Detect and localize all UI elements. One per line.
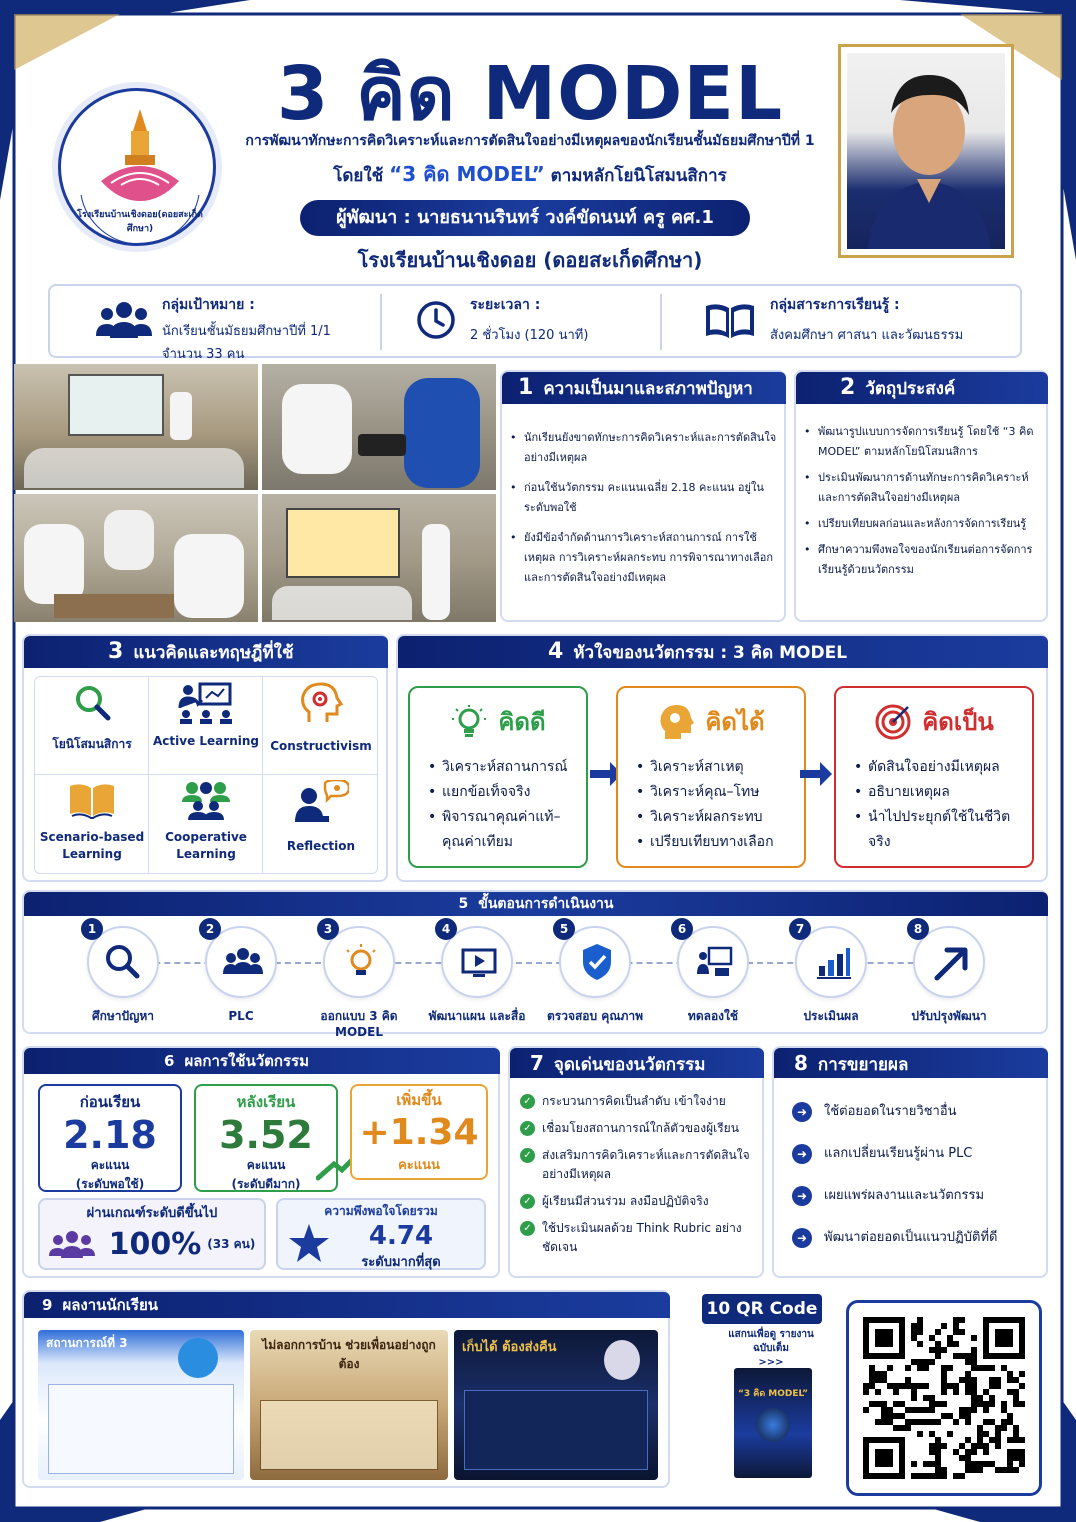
arrow-up-right-icon [915, 928, 987, 1000]
section-header: 7 จุดเด่นของนวัตกรรม [510, 1048, 764, 1078]
target-line1: นักเรียนชั้นมัธยมศึกษาปีที่ 1/1 [162, 324, 331, 339]
subtitle-line2: โดยใช้ “3 คิด MODEL” ตามหลักโยนิโสมนสิการ [333, 162, 727, 186]
theory-card: โยนิโสมนสิการ [36, 682, 148, 780]
list-item: ✓ ส่งเสริมการคิดวิเคราะห์และการตัดสินใจอย่างมีเหตุผล [520, 1146, 758, 1184]
step-label: ปรับปรุงพัฒนา [911, 1009, 987, 1023]
thinking-person-icon [293, 780, 349, 824]
school-name: โรงเรียนบ้านเชิงดอย (ดอยสะเก็ดศึกษา) [357, 248, 703, 272]
step-number: 1 [81, 918, 103, 940]
pass-rate: ผ่านเกณฑ์ระดับดีขึ้นไป 100% (33 คน) [38, 1198, 266, 1270]
target-icon [874, 703, 912, 741]
star-icon [288, 1222, 330, 1264]
list-item: ✓ ผู้เรียนมีส่วนร่วม ลงมือปฏิบัติจริง [520, 1192, 758, 1211]
section-header: 3 แนวคิดและทฤษฎีที่ใช้ [24, 636, 388, 668]
search-icon [89, 928, 161, 1000]
section-header: 6 ผลการใช้นวัตกรรม [24, 1048, 500, 1074]
magnifier-icon [72, 682, 112, 722]
section-background [500, 370, 786, 622]
list-item: • นักเรียนยังขาดทักษะการคิดวิเคราะห์และการตัดสินใจอย่างมีเหตุผล [510, 428, 780, 468]
check-icon: ✓ [520, 1121, 535, 1136]
users-icon [49, 1230, 95, 1260]
section-header: 2 วัตถุประสงค์ [796, 372, 1048, 404]
teacher-board-icon [174, 682, 238, 724]
list-item: • นำไปประยุกต์ใช้ในชีวิตจริง [854, 805, 1032, 855]
qr-code-icon [863, 1317, 1025, 1479]
section-highlights [508, 1046, 764, 1278]
head-gears-icon [657, 703, 695, 741]
monitor-play-icon [443, 928, 515, 1000]
list-item: • วิเคราะห์สถานการณ์ [428, 755, 586, 780]
clock-icon [416, 300, 456, 344]
process-step [894, 922, 1004, 1024]
arrow-circle-icon: ➜ [792, 1102, 812, 1122]
process-step [186, 922, 296, 1024]
classroom-photo [14, 364, 258, 490]
process-step [422, 922, 532, 1024]
posttest-score: หลังเรียน 3.52 คะแนน (ระดับดีมาก) [194, 1084, 338, 1192]
section-header: 1 ความเป็นมาและสภาพปัญหา [502, 372, 786, 404]
developer-badge: ผู้พัฒนา : นายธนานรินทร์ วงค์ขัดนนท์ ครู คศ.1 [300, 200, 750, 236]
section-theories [22, 634, 388, 882]
list-item: • ยังมีข้อจำกัดด้านการวิเคราะห์สถานการณ์ การใช้เหตุผล การวิเคราะห์ผลกระทบ การพิจารณาทางเลือก และการตัดสินใจอย่างมีเหตุผล [510, 528, 780, 588]
users-icon [96, 300, 152, 344]
student-work-thumbnail[interactable]: ไม่ลอกการบ้าน ช่วยเพื่อนอย่างถูกต้อง [250, 1330, 448, 1480]
check-icon: ✓ [520, 1148, 535, 1163]
core-card-kid-dee: คิดดี • วิเคราะห์สถานการณ์ • แยกข้อเท็จจริง • พิจารณาคุณค่าแท้–คุณค่าเทียม [408, 686, 588, 868]
step-number: 2 [199, 918, 221, 940]
logo-text: โรงเรียนบ้านเชิงดอย(ดอยสะเก็ดศึกษา) [77, 210, 203, 234]
student-work-thumbnail[interactable]: สถานการณ์ที่ 3 [38, 1330, 244, 1480]
list-item: • ศึกษาความพึงพอใจของนักเรียนต่อการจัดการเรียนรู้ด้วยนวัตกรรม [804, 540, 1042, 580]
target-title: กลุ่มเป้าหมาย : [162, 297, 255, 313]
group-icon [207, 928, 279, 1000]
list-item: • เปรียบเทียบทางเลือก [636, 830, 804, 855]
step-number: 8 [907, 918, 929, 940]
info-bar [48, 284, 1022, 362]
list-item: • พัฒนารูปแบบการจัดการเรียนรู้ โดยใช้ “3 คิด MODEL” ตามหลักโยนิโสมนสิการ [804, 422, 1042, 462]
step-label: ศึกษาปัญหา [91, 1009, 155, 1023]
highlights-list [520, 1092, 758, 1265]
step-number: 4 [435, 918, 457, 940]
section-header: 8 การขยายผล [774, 1048, 1048, 1078]
list-item: ➜ เผยแพร่ผลงานและนวัตกรรม [792, 1186, 1042, 1206]
section-objectives [794, 370, 1048, 622]
step-label: PLC [228, 1009, 254, 1023]
section-results [22, 1046, 500, 1278]
time-title: ระยะเวลา : [470, 297, 541, 313]
school-logo [58, 88, 216, 246]
section-extension [772, 1046, 1048, 1278]
step-circle [323, 922, 395, 998]
book-icon [704, 300, 756, 344]
step-number: 7 [789, 918, 811, 940]
classroom-photos [14, 364, 496, 622]
step-label: ตรวจสอบ คุณภาพ [546, 1009, 644, 1023]
satisfaction: ความพึงพอใจโดยรวม 4.74 ระดับมากที่สุด [276, 1198, 486, 1270]
process-step [658, 922, 768, 1024]
head-gear-icon [299, 682, 343, 724]
check-icon: ✓ [520, 1221, 535, 1236]
theory-card: Cooperative Learning [150, 780, 262, 878]
bar-chart-icon [797, 928, 869, 1000]
list-item: • แยกข้อเท็จจริง [428, 780, 586, 805]
theory-card: Scenario-based Learning [36, 780, 148, 878]
section-header: 10 QR Code [702, 1294, 822, 1324]
arrow-circle-icon: ➜ [792, 1228, 812, 1248]
classroom-photo [262, 364, 496, 490]
step-number: 5 [553, 918, 575, 940]
open-book-icon [68, 780, 116, 820]
presentation-icon [679, 928, 751, 1000]
step-circle [795, 922, 867, 998]
shield-check-icon [561, 928, 633, 1000]
classroom-photo [262, 494, 496, 622]
score-gain: เพิ่มขึ้น +1.34 คะแนน [350, 1084, 488, 1180]
list-item: • พิจารณาคุณค่าแท้–คุณค่าเทียม [428, 805, 586, 855]
page-title: 3 คิด MODEL [276, 51, 784, 137]
arrow-circle-icon: ➜ [792, 1186, 812, 1206]
step-number: 3 [317, 918, 339, 940]
step-number: 6 [671, 918, 693, 940]
subject-title: กลุ่มสาระการเรียนรู้ : [770, 297, 900, 313]
section-core [396, 634, 1048, 882]
objectives-list [804, 422, 1042, 586]
list-item: ✓ กระบวนการคิดเป็นลำดับ เข้าใจง่าย [520, 1092, 758, 1111]
list-item: • วิเคราะห์สาเหตุ [636, 755, 804, 780]
list-item: ✓ เชื่อมโยงสถานการณ์ใกล้ตัวของผู้เรียน [520, 1119, 758, 1138]
extension-list [792, 1102, 1042, 1270]
check-icon: ✓ [520, 1094, 535, 1109]
step-circle [677, 922, 749, 998]
time-text: 2 ชั่วโมง (120 นาที) [470, 328, 589, 343]
section-header: 9 ผลงานนักเรียน [24, 1292, 670, 1318]
classroom-photo [14, 494, 258, 622]
pretest-score: ก่อนเรียน 2.18 คะแนน (ระดับพอใช้) [38, 1084, 182, 1192]
people-group-icon [178, 780, 234, 820]
section-process [22, 890, 1048, 1039]
check-icon: ✓ [520, 1194, 535, 1209]
arrow-circle-icon: ➜ [792, 1144, 812, 1164]
list-item: • เปรียบเทียบผลก่อนและหลังการจัดการเรียนรู้ [804, 514, 1042, 534]
list-item: ➜ ใช้ต่อยอดในรายวิชาอื่น [792, 1102, 1042, 1122]
step-label: ทดลองใช้ [687, 1009, 739, 1023]
step-circle [441, 922, 513, 998]
list-item: • วิเคราะห์คุณ–โทษ [636, 780, 804, 805]
list-item: • วิเคราะห์ผลกระทบ [636, 805, 804, 830]
section-header: 4 หัวใจของนวัตกรรม : 3 คิด MODEL [398, 636, 1048, 668]
core-card-kid-pen: คิดเป็น • ตัดสินใจอย่างมีเหตุผล • อธิบายเหตุผล • นำไปประยุกต์ใช้ในชีวิตจริง [834, 686, 1034, 868]
process-step [68, 922, 178, 1024]
process-step [776, 922, 886, 1024]
step-circle [559, 922, 631, 998]
step-circle [87, 922, 159, 998]
step-label: ออกแบบ 3 คิด MODEL [320, 1009, 398, 1039]
scan-text: แสกนเพื่อดู รายงานฉบับเต็ม >>> [728, 1329, 814, 1368]
subject-text: สังคมศึกษา ศาสนา และวัฒนธรรม [770, 328, 964, 343]
arrow-right-icon [798, 756, 834, 792]
theory-card: Constructivism [264, 682, 378, 780]
student-work-thumbnail[interactable]: เก็บได้ ต้องส่งคืน [454, 1330, 658, 1480]
list-item: ✓ ใช้ประเมินผลด้วย Think Rubric อย่างชัดเจน [520, 1219, 758, 1257]
list-item: • ประเมินพัฒนาการด้านทักษะการคิดวิเคราะห์และการตัดสินใจอย่างมีเหตุผล [804, 468, 1042, 508]
list-item: • อธิบายเหตุผล [854, 780, 1032, 805]
report-cover[interactable]: “3 คิด MODEL” [734, 1368, 812, 1478]
qr-code[interactable] [846, 1300, 1042, 1496]
section-student-work [22, 1290, 670, 1488]
background-list [510, 428, 780, 598]
step-circle [913, 922, 985, 998]
list-item: ➜ แลกเปลี่ยนเรียนรู้ผ่าน PLC [792, 1144, 1042, 1164]
list-item: • ตัดสินใจอย่างมีเหตุผล [854, 755, 1032, 780]
target-line2: จำนวน 33 คน [162, 347, 245, 362]
subtitle: การพัฒนาทักษะการคิดวิเคราะห์และการตัดสินใจอย่างมีเหตุผลของนักเรียนชั้นมัธยมศึกษาปีที่ 1 [245, 133, 815, 149]
theory-card: Reflection [264, 780, 378, 878]
theory-card: Active Learning [150, 682, 262, 780]
core-card-kid-dai: คิดได้ • วิเคราะห์สาเหตุ • วิเคราะห์คุณ–โทษ • วิเคราะห์ผลกระทบ • เปรียบเทียบทางเลือก [616, 686, 806, 868]
step-circle [205, 922, 277, 998]
list-item: • ก่อนใช้นวัตกรรม คะแนนเฉลี่ย 2.18 คะแนน อยู่ในระดับพอใช้ [510, 478, 780, 518]
list-item: ➜ พัฒนาต่อยอดเป็นแนวปฏิบัติที่ดี [792, 1228, 1042, 1248]
section-header: 5 ขั้นตอนการดำเนินงาน [24, 892, 1048, 916]
process-step [304, 922, 414, 1040]
step-label: ประเมินผล [803, 1009, 859, 1023]
process-step [540, 922, 650, 1024]
developer-photo [838, 44, 1014, 258]
lightbulb-icon [450, 703, 488, 741]
lightbulb-icon [325, 928, 397, 1000]
step-label: พัฒนาแผน และสื่อ [428, 1009, 526, 1023]
